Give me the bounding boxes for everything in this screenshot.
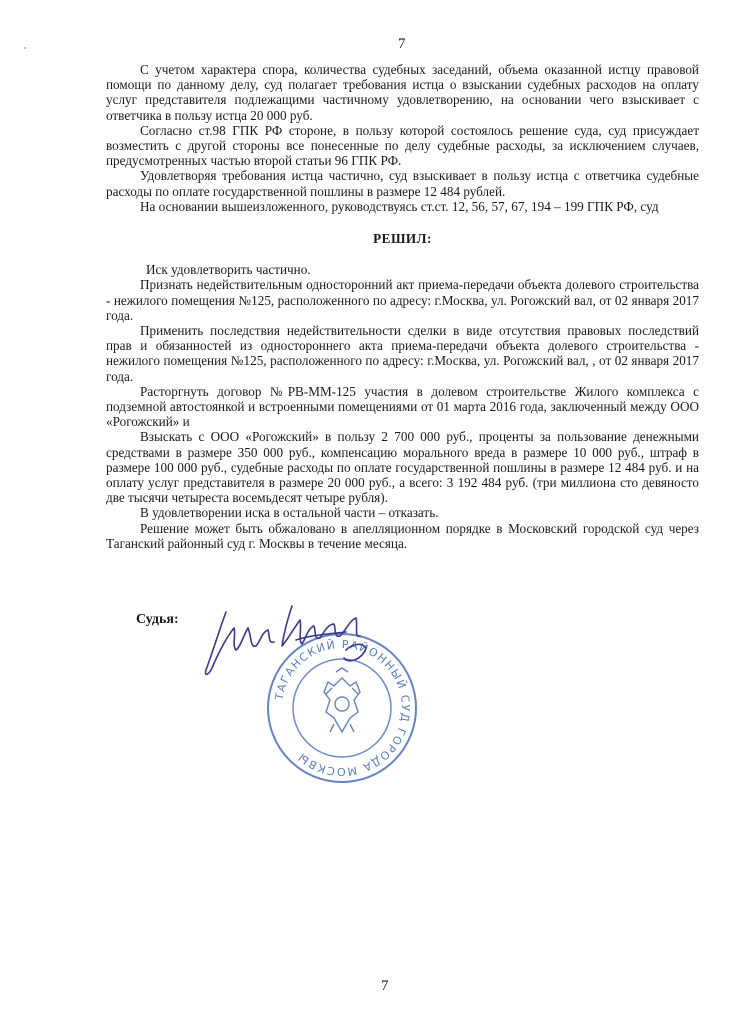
decision-heading: РЕШИЛ:	[373, 231, 432, 247]
page-number-bottom: 7	[381, 978, 389, 994]
ruling-invalidate-act: Признать недействительным односторонний акт приема-передачи объекта долевого строительства - нежилого помещения №125, расположенного по адресу: г.Москва, ул. Рогожский вал, от 02 января 2017 года.	[106, 277, 699, 323]
stamp-outer-text: ТАГАНСКИЙ РАЙОННЫЙ СУД ГОРОДА МОСКВЫ	[272, 637, 413, 779]
ruling-refuse-rest: В удовлетворении иска в остальной части – отказать.	[140, 505, 439, 521]
paragraph-grounds: На основании вышеизложенного, руководствуясь ст.ст. 12, 56, 57, 67, 194 – 199 ГПК РФ, суд	[140, 198, 659, 214]
ruling-partial: Иск удовлетворить частично.	[146, 262, 311, 278]
ruling-terminate-contract: Расторгнуть договор №РВ-ММ-125 участия в долевом строительстве Жилого комплекса с подземной автостоянкой и встроенными помещениями от 01 марта 2016 года, заключенный между ООО «Рогожский» и	[106, 383, 699, 430]
judge-label: Судья:	[136, 612, 179, 627]
page-number-top: 7	[398, 36, 406, 52]
judge-signature	[196, 598, 396, 688]
ruling-consequences: Применить последствия недействительности сделки в виде отсутствия правовых последствий прав и обязанностей из одностороннего акта приема-передачи объекта долевого строительства - нежилого помещения №125, расположенного по адресу: г.Москва, ул. Рогожский вал, , от 02 января 2017 года.	[106, 323, 699, 384]
ruling-recover-amounts: Взыскать с ООО «Рогожский» в пользу 2 700 000 руб., проценты за пользование денежными средствами в размере 350 000 руб., компенсацию морального вреда в размере 10 000 руб., штраф в размере 100 000 руб., судебные расходы по оплате государственной пошлины в размере 12 484 руб. и на оплату услуг представителя в размере 20 000 руб., а всего: 3 192 484 руб. (три миллиона сто девяносто две тысячи четыреста восемьдесят четыре рубля).	[106, 429, 699, 506]
paragraph-article-98: Согласно ст.98 ГПК РФ стороне, в пользу которой состоялось решение суда, суд присуждает возместить с другой стороны все понесенные по делу судебные расходы, за исключением случаев, предусмотренных частью второй статьи 96 ГПК РФ.	[106, 122, 699, 169]
ruling-appeal: Решение может быть обжаловано в апелляционном порядке в Московский городской суд через Таганский районный суд г. Москвы в течение месяца.	[106, 520, 699, 551]
document-body	[106, 62, 699, 551]
scan-speck	[24, 47, 26, 49]
paragraph-legal-costs: С учетом характера спора, количества судебных заседаний, объема оказанной истцу правовой помощи по данному делу, суд полагает требования истца о взыскании судебных расходов на оплату услуг представителя подлежащими частичному удовлетворению, на основании чего взыскивает с ответчика в пользу истца 20 000 руб.	[106, 62, 699, 123]
paragraph-state-duty: Удовлетворяя требования истца частично, суд взыскивает в пользу истца с ответчика судебные расходы по оплате государственной пошлины в размере 12 484 рублей.	[106, 168, 699, 199]
